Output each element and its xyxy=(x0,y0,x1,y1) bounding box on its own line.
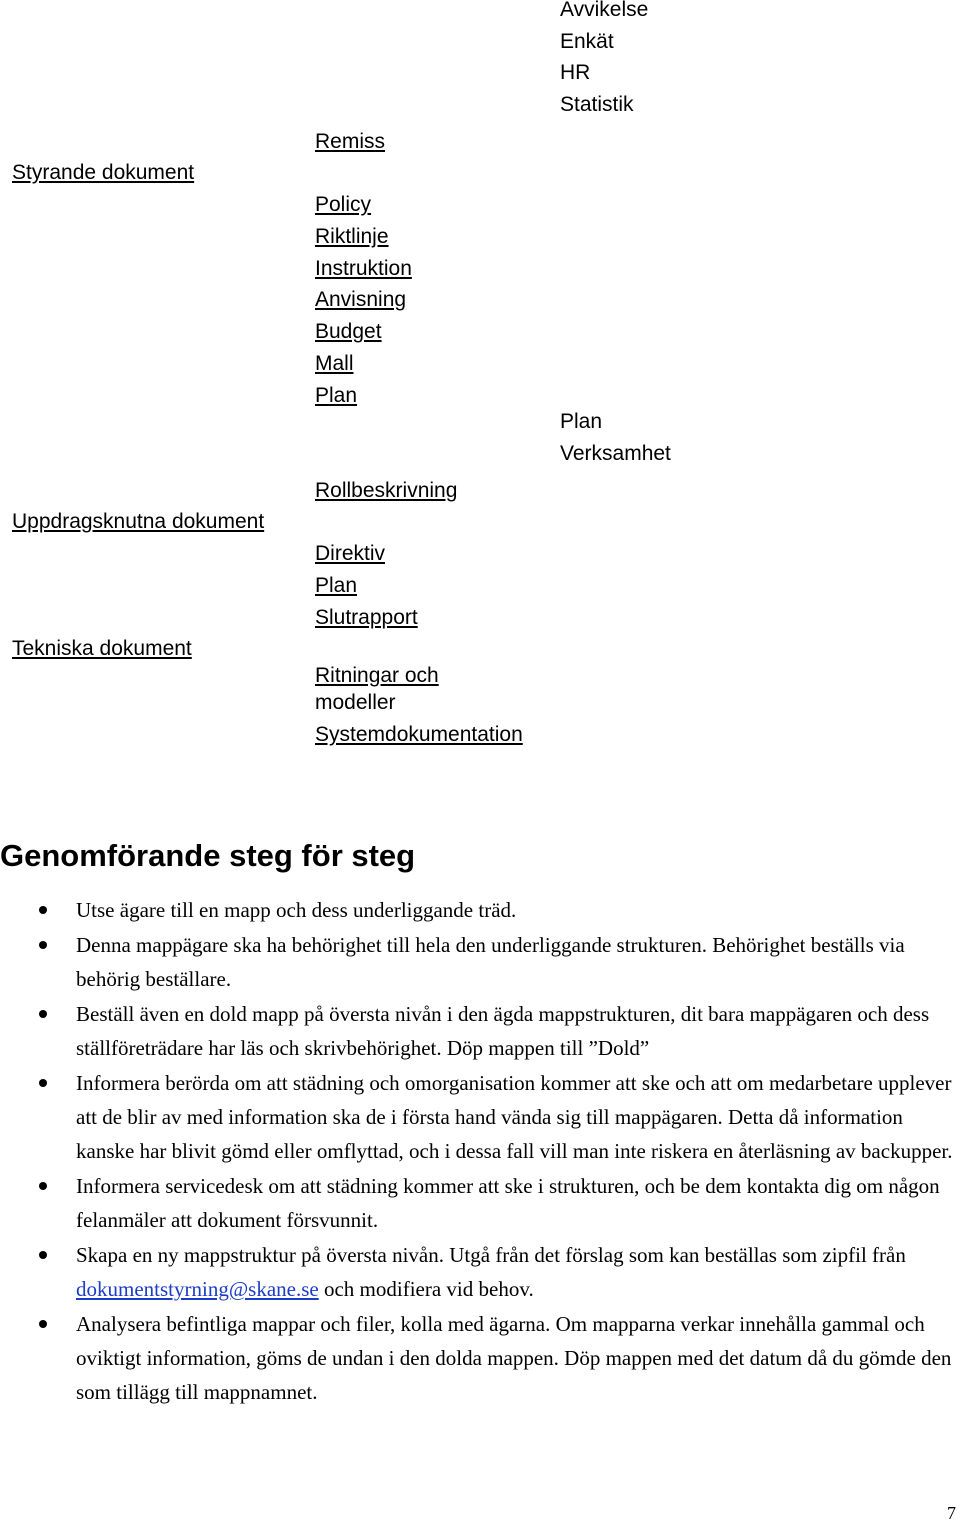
list-item xyxy=(0,1066,960,1168)
subtype-mall: Mall xyxy=(315,352,354,375)
list-item xyxy=(0,928,960,996)
list-item-text-before: Skapa en ny mappstruktur på översta nivån. Utgå från det förslag som kan beställas som zipfil från xyxy=(76,1243,906,1267)
category-styrande-dokument: Styrande dokument xyxy=(12,161,195,184)
bullet-icon xyxy=(39,1182,47,1190)
bullet-icon xyxy=(39,1010,47,1018)
subtype-ritningar-och-modeller: Ritningar och xyxy=(315,664,439,687)
subtype-riktlinje: Riktlinje xyxy=(315,225,389,248)
bullet-icon xyxy=(39,906,47,914)
bullet-icon xyxy=(39,941,47,949)
third-column-item: Plan xyxy=(560,410,603,433)
list-item-text: Informera servicedesk om att städning kommer att ske i strukturen, och be dem kontakta dig om någon felanmäler att dokument försvunnit. xyxy=(76,1174,940,1232)
list-item-text: Analysera befintliga mappar och filer, kolla med ägarna. Om mapparna verkar innehålla gammal och oviktigt information, göms de undan i den dolda mappen. Döp mappen med det datum då du gömde den som tillägg till mappnamnet. xyxy=(76,1312,952,1404)
subtype-slutrapport: Slutrapport xyxy=(315,606,418,629)
subtype-policy: Policy xyxy=(315,193,372,216)
list-item xyxy=(0,1169,960,1237)
third-column-item: HR xyxy=(560,61,591,84)
list-item-text: Denna mappägare ska ha behörighet till hela den underliggande strukturen. Behörighet beställs via behörig beställare. xyxy=(76,933,905,991)
bullet-icon xyxy=(39,1320,47,1328)
category-tekniska-dokument: Tekniska dokument xyxy=(12,637,192,660)
category-uppdragsknutna-dokument: Uppdragsknutna dokument xyxy=(12,510,265,533)
subtype-budget: Budget xyxy=(315,320,382,343)
bullet-icon xyxy=(39,1251,47,1259)
third-column-top-list xyxy=(560,0,648,120)
third-column-item: Verksamhet xyxy=(560,441,671,465)
section-heading: Genomförande steg för steg xyxy=(0,838,416,873)
third-column-item: Enkät xyxy=(560,29,614,53)
list-item-text-after: och modifiera vid behov. xyxy=(318,1277,534,1301)
list-item-text: Utse ägare till en mapp och dess underliggande träd. xyxy=(76,898,517,922)
list-item-text: Beställ även en dold mapp på översta nivån i den ägda mappstrukturen, dit bara mappägaren och dess ställföreträdare har läs och skrivbehörighet. Döp mappen till ”Dold” xyxy=(76,1002,930,1060)
list-item xyxy=(0,997,960,1065)
subtype-direktiv: Direktiv xyxy=(315,542,386,565)
page-number: 7 xyxy=(947,1503,956,1523)
subtype-plan: Plan xyxy=(315,384,358,407)
subtype-anvisning: Anvisning xyxy=(315,288,407,311)
subtype-systemdokumentation: Systemdokumentation xyxy=(315,723,523,746)
third-column-item: Statistik xyxy=(560,92,634,116)
third-column-mid-list xyxy=(560,406,671,469)
subtype-remiss: Remiss xyxy=(315,130,386,153)
email-link[interactable]: dokumentstyrning@skane.se xyxy=(76,1277,319,1301)
list-item xyxy=(0,893,960,927)
subtype-rollbeskrivning: Rollbeskrivning xyxy=(315,479,458,502)
subtype-ritningar-line2: modeller xyxy=(315,691,396,714)
bullet-icon xyxy=(39,1079,47,1087)
list-item xyxy=(0,1307,960,1409)
steps-list xyxy=(0,893,960,1409)
subtype-instruktion: Instruktion xyxy=(315,257,412,280)
list-item xyxy=(0,1238,960,1306)
subtype-plan-uppdrag: Plan xyxy=(315,574,358,597)
third-column-item: Avvikelse xyxy=(560,0,649,21)
list-item-text: Informera berörda om att städning och omorganisation kommer att ske och att om medarbetare upplever att de blir av med information ska de i första hand vända sig till mappägaren. Detta då information kanske har blivit gömd eller omflyttad, och i dessa fall vill man inte riskera en återläsning av backupper. xyxy=(76,1071,953,1163)
